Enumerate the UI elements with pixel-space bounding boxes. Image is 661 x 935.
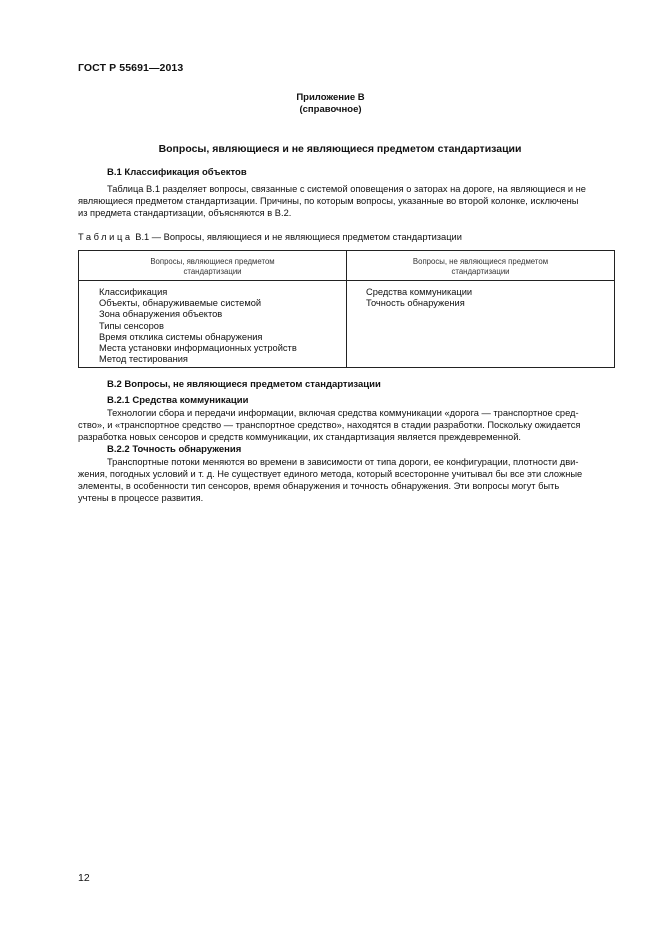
table-header-col2: Вопросы, не являющиеся предметом стандартизации xyxy=(347,251,615,281)
list-item: Средства коммуникации xyxy=(366,287,473,297)
appendix-type: (справочное) xyxy=(299,104,362,115)
paragraph-line: Транспортные потоки меняются во времени в зависимости от типа дороги, ее конфигурации, плотности дви- xyxy=(107,457,579,467)
section-b21-heading: В.2.1 Средства коммуникации xyxy=(107,395,249,406)
list-item: Зона обнаружения объектов xyxy=(99,309,223,320)
page-number: 12 xyxy=(78,872,90,884)
table-header-row xyxy=(79,251,615,281)
section-b22-paragraph xyxy=(78,456,614,504)
paragraph-line: из предмета стандартизации, объясняются в В.2. xyxy=(78,208,292,218)
table-body-row xyxy=(79,281,615,368)
paragraph-line: разработка новых сенсоров и средств коммуникации, их стандартизация является преждевременной. xyxy=(78,432,522,442)
list-item: Метод тестирования xyxy=(99,354,188,365)
table-caption-text: В.1 — Вопросы, являющиеся и не являющиеся предметом стандартизации xyxy=(132,232,462,242)
page-title: Вопросы, являющиеся и не являющиеся предметом стандартизации xyxy=(158,143,522,155)
table-col1-cell xyxy=(79,281,347,368)
list-item: Время отклика системы обнаружения xyxy=(99,331,263,342)
section-b21-paragraph xyxy=(78,407,614,443)
section-b1-heading: В.1 Классификация объектов xyxy=(107,167,247,178)
list-item: Места установки информационных устройств xyxy=(99,343,297,354)
standard-designation: ГОСТ Р 55691—2013 xyxy=(78,62,184,74)
appendix-label: Приложение В xyxy=(296,92,365,103)
subjects-table xyxy=(78,250,615,368)
paragraph-line: являющиеся предметом стандартизации. Причины, по которым вопросы, указанные во второй колонке, исключены xyxy=(78,196,579,206)
table-caption xyxy=(78,232,462,242)
list-item: Классификация xyxy=(99,287,168,297)
paragraph-line: Технологии сбора и передачи информации, включая средства коммуникации «дорога — транспортное сред- xyxy=(107,408,579,418)
section-b22-heading: В.2.2 Точность обнаружения xyxy=(107,444,242,455)
paragraph-line: элементы, в особенности тип сенсоров, время обнаружения и точность обнаружения. Эти вопросы могут быть xyxy=(78,481,560,491)
list-item: Типы сенсоров xyxy=(99,320,164,331)
list-item: Точность обнаружения xyxy=(366,298,465,309)
table-col2-cell xyxy=(347,281,615,368)
table-header-col1: Вопросы, являющиеся предметом стандартизации xyxy=(79,251,347,281)
paragraph-line: ство», и «транспортное средство — транспортное средство», находятся в стадии разработки. Поскольку ожидается xyxy=(78,420,581,430)
section-b2-heading: В.2 Вопросы, не являющиеся предметом стандартизации xyxy=(107,379,381,390)
paragraph-line: жения, погодных условий и т. д. Не существует единого метода, который всесторонне учитывал бы все эти сложные xyxy=(78,469,583,479)
table-caption-prefix: Таблица xyxy=(78,232,133,242)
section-b1-paragraph xyxy=(78,183,614,219)
paragraph-line: Таблица В.1 разделяет вопросы, связанные с системой оповещения о заторах на дороге, на являющиеся и не xyxy=(107,184,586,194)
paragraph-line: учтены в процессе развития. xyxy=(78,493,204,503)
list-item: Объекты, обнаруживаемые системой xyxy=(99,298,262,309)
